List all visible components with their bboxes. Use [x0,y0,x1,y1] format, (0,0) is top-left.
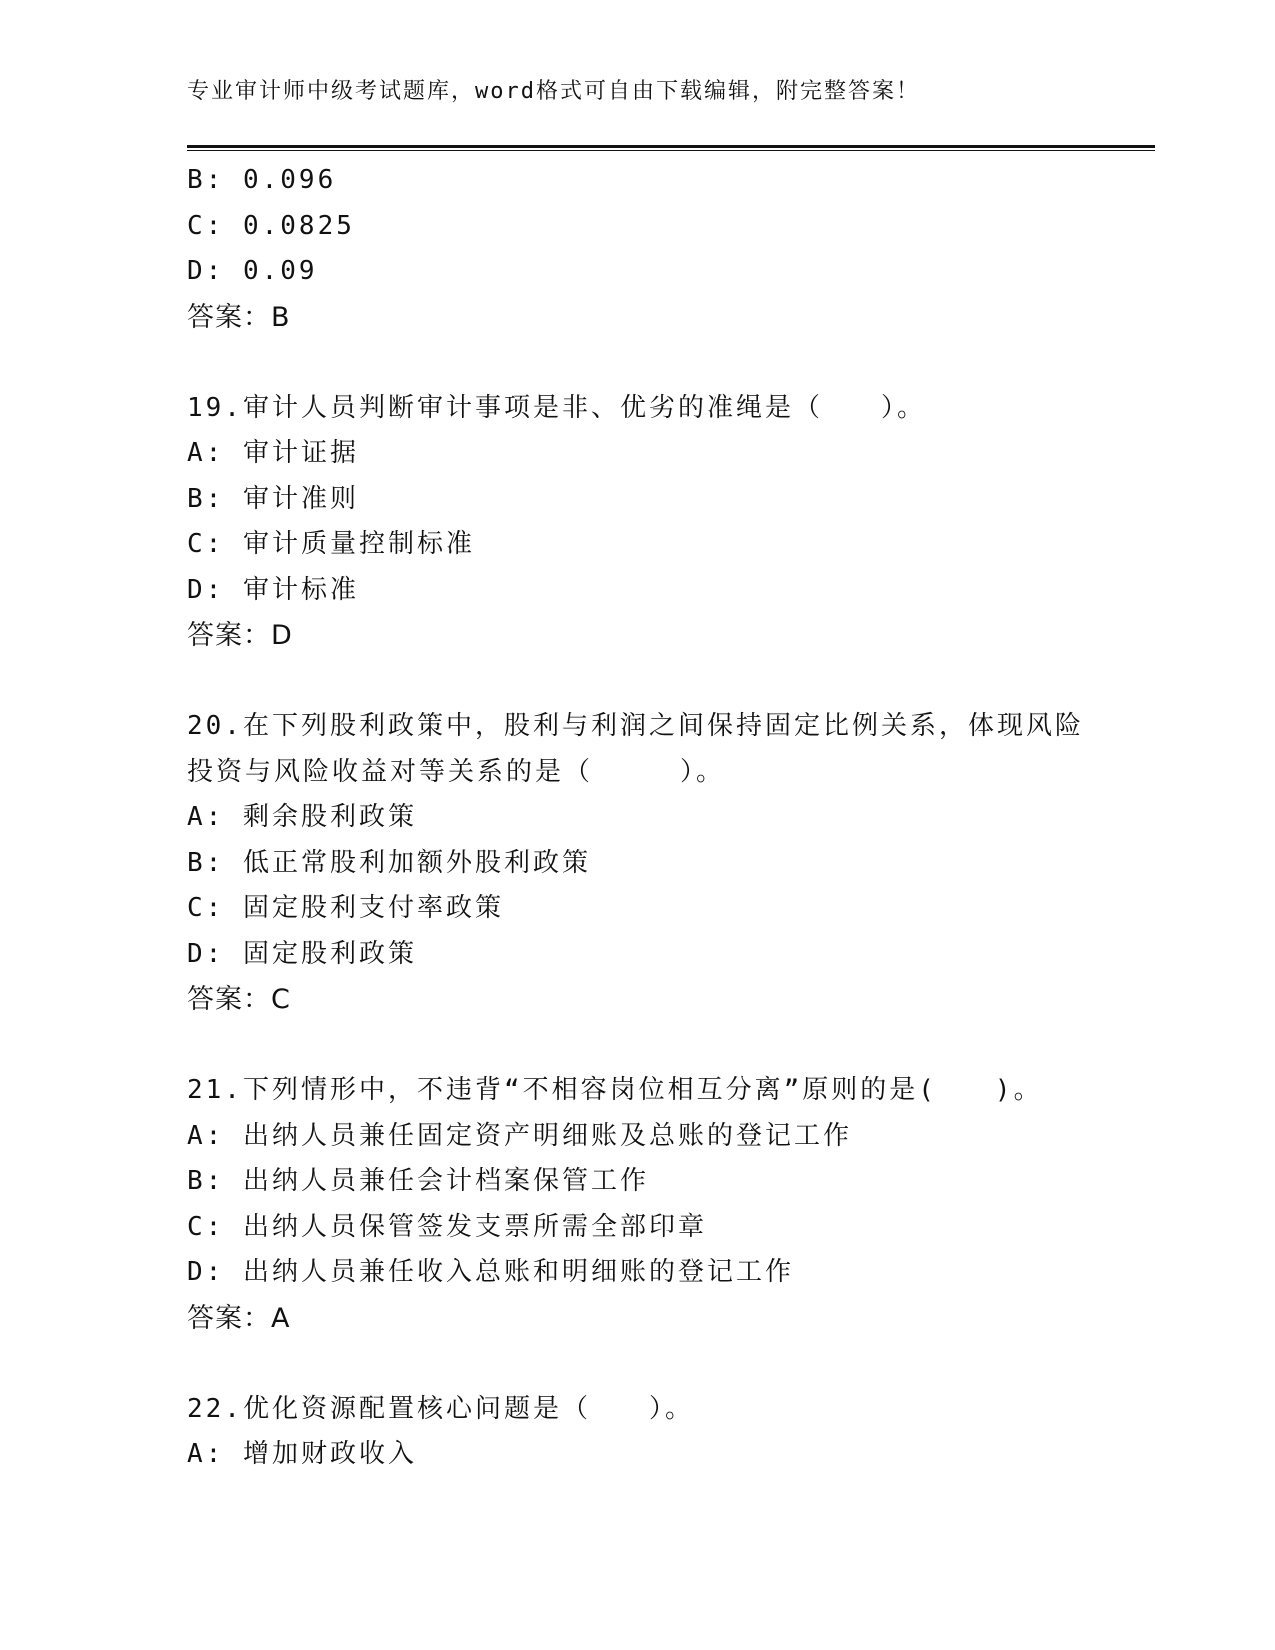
spacer [187,1341,1147,1387]
page-header: 专业审计师中级考试题库，word格式可自由下载编辑，附完整答案！ [187,79,920,104]
option-d: D: 固定股利政策 [187,938,417,969]
answer-line: 答案：D [187,620,293,651]
option-b: B: 审计准则 [187,483,359,514]
question-stem: 21.下列情形中，不违背“不相容岗位相互分离”原则的是( )。 [187,1075,1043,1105]
question-stem: 20.在下列股利政策中，股利与利润之间保持固定比例关系，体现风险 [187,711,1084,741]
option-c: C: 固定股利支付率政策 [187,893,504,923]
question-stem: 22.优化资源配置核心问题是（ ）。 [187,1393,694,1424]
option-d: D: 0.09 [187,256,318,286]
option-c: C: 0.0825 [187,210,355,241]
answer-line: 答案：B [187,301,291,333]
option-c: C: 审计质量控制标准 [187,529,475,559]
answer-line: 答案：A [187,1302,291,1334]
option-c: C: 出纳人员保管签发支票所需全部印章 [187,1211,707,1242]
question-content [187,158,1147,1478]
option-b: B: 出纳人员兼任会计档案保管工作 [187,1166,649,1196]
option-b: B: 低正常股利加额外股利政策 [187,847,591,878]
option-a: A: 增加财政收入 [187,1439,417,1469]
header-rule [187,145,1155,151]
option-b: B: 0.096 [187,165,337,195]
spacer [187,340,1147,386]
answer-line: 答案：C [187,984,291,1015]
option-d: D: 出纳人员兼任收入总账和明细账的登记工作 [187,1257,794,1287]
question-stem-continued: 投资与风险收益对等关系的是（ ）。 [187,756,726,787]
question-stem: 19.审计人员判断审计事项是非、优劣的准绳是（ ）。 [187,392,926,423]
spacer [187,659,1147,705]
option-a: A: 剩余股利政策 [187,802,417,832]
option-a: A: 审计证据 [187,438,359,468]
option-d: D: 审计标准 [187,574,359,605]
spacer [187,1023,1147,1069]
option-a: A: 出纳人员兼任固定资产明细账及总账的登记工作 [187,1120,852,1151]
